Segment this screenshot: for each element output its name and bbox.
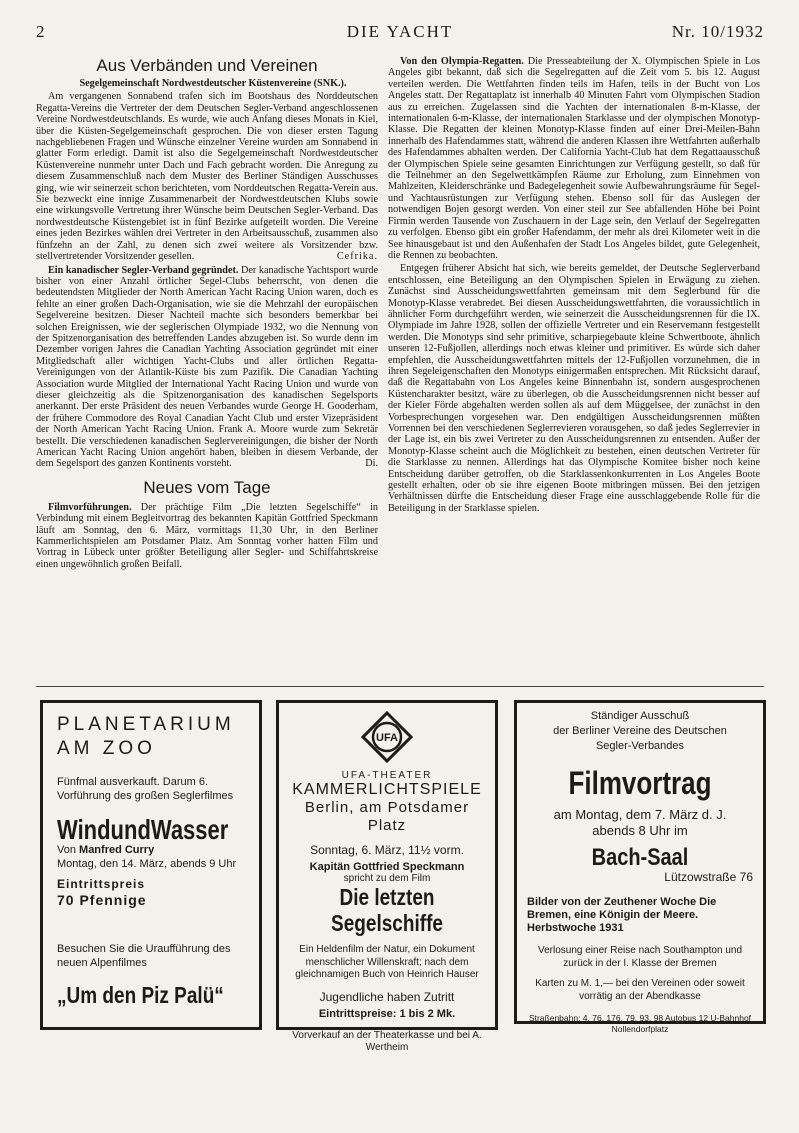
film-lead: Filmvorführungen. xyxy=(48,501,132,513)
ad1-film2: „Um den Piz Palü“ xyxy=(57,983,224,1009)
ad2-location: Berlin, am Potsdamer Platz xyxy=(304,799,470,834)
snk-subheading: Segelgemeinschaft Nordwestdeutscher Küstenvereine (SNK.). xyxy=(79,78,347,89)
ad3-address: Lützowstraße 76 xyxy=(664,870,753,884)
ad1-entry: Eintrittspreis xyxy=(57,877,146,891)
ad2-speaks: spricht zu dem Film xyxy=(343,873,431,884)
ad3-transport: Straßenbahn: 4, 76, 176, 79, 93, 98 Autobus 12 U-Bahnhof Nollendorfplatz xyxy=(528,1013,752,1034)
section-title-associations: Aus Verbänden und Vereinen xyxy=(96,56,318,75)
canada-subheading: Ein kanadischer Segler-Verband gegründet. xyxy=(48,264,239,276)
ad2-date: Sonntag, 6. März, 11½ vorm. xyxy=(310,843,464,857)
ad3-header-3: Segler-Verbandes xyxy=(595,740,685,752)
ad1-visit: Besuchen Sie die Uraufführung des neuen Alpenfilmes xyxy=(57,943,231,969)
ad2-presale: Vorverkauf an der Theaterkasse und bei A. Wertheim xyxy=(292,1029,482,1053)
ad3-date: am Montag, dem 7. März d. J. xyxy=(553,807,727,822)
page-number: 2 xyxy=(36,22,46,41)
ad2-speaker: Kapitän Gottfried Speckmann xyxy=(309,861,465,873)
ad1-title-1: PLANETARIUM xyxy=(57,714,235,735)
ad3-tickets: Karten zu M. 1,— bei den Vereinen oder soweit vorrätig an der Abendkasse xyxy=(535,978,745,1002)
page-header xyxy=(36,22,764,44)
ad1-date: Montag, den 14. März, abends 9 Uhr xyxy=(57,858,237,870)
ufa-ad xyxy=(276,700,498,1053)
olympia-lead: Von den Olympia-Regatten. xyxy=(400,56,524,67)
section-title-news: Neues vom Tage xyxy=(143,477,271,497)
ad1-intro: Fünfmal ausverkauft. Darum 6. Vorführung des großen Seglerfilmes xyxy=(57,776,234,802)
ad1-price: 70 Pfennige xyxy=(57,892,147,908)
magazine-title: DIE YACHT xyxy=(346,22,454,41)
ad1-title-2: AM ZOO xyxy=(57,738,156,759)
snk-signature: Cefrika. xyxy=(336,251,378,263)
right-column xyxy=(388,56,760,514)
ad2-film-title: Die letzten Segelschiffe xyxy=(331,885,443,938)
ad1-film-title: WindundWasser xyxy=(57,813,229,845)
planetarium-ad xyxy=(40,700,262,1030)
left-column xyxy=(36,56,378,570)
divider-rule xyxy=(36,686,764,687)
olympia-paragraph: Von den Olympia-Regatten. Die Presseabteilung der X. Olympischen Spiele in Los Angeles gibt bekannt, daß sich die Segelregatten auf die Zeit vom 5. bis 12. August verteilen werden. Die Wettfahrten finden teils im Hafen, teils in der Bucht von Los Angeles statt. Der Regattaplatz ist innerhalb 40 Minuten Fahrt vom Olympischen Stadion aus zu erreichen. Zugelassen sind die Yachten der internationalen 8-m-Klasse, der internationalen 6-m-Klasse, der internationalen Starklasse und der olympischen Monotyp-Klasse. Die Regatten der kleinen Monotyp-Klasse finden auf einer Drei-Meilen-Bahn innerhalb des Hafendammes statt, während die anderen Klassen ihre Wettfahrten außerhalb des Hafendammes abhalten werden. Der California Yacht-Club hat dem Regattaausschuß der Olympischen Spiele seine gesamten Einrichtungen zur Verfügung gestellt, so daß für die Teilnehmer an den Segelwettkämpfen Räume zur Erholung, zum Einnehmen von Mahlzeiten, Kleiderschränke und Badegelegenheit sowie Aufbewahrungsräume für Segel- und Yachtausrüstungen zur Verfügung stehen. Ebenso soll für das Auslegen der notwendigen Bojen gesorgt werden. Von einer steil zur See abfallenden Höhe bei Point Firmin werden Tausende von Zuschauern in der Lage sein, den Verlauf der Segelregatten zu verfolgen. Ebenso gibt ein großer Hafendamm, der mehr als drei Kilometer weit in die See hinausgebaut ist und den Außenhafen der Stadt Los Angeles bildet, gute Gelegenheit, die Rennen zu beobachten. xyxy=(388,56,761,261)
issue-number: Nr. 10/1932 xyxy=(671,22,764,41)
ad3-time: abends 8 Uhr im xyxy=(592,823,688,838)
ad3-raffle: Verlosung einer Reise nach Southampton und zurück in der I. Klasse der Bremen xyxy=(537,945,743,969)
ufa-logo-icon xyxy=(361,711,413,763)
canada-paragraph: Ein kanadischer Segler-Verband gegründet. Der kanadische Yachtsport wurde bisher von einer Anzahl örtlicher Segel-Clubs beherrscht, von denen die bedeutendsten Mitglieder der North American Yacht Racing Union waren, doch es fehlte an einer großen Dach-Organisation, wie sie die Mehrzahl der europäischen Segelvereine besitzen. Dieser Nachteil machte sich besonders bemerkbar bei solchen Ereignissen, wie der seglerischen Olympiade 1932, wo die Nennung von der Spitzenorganisation des betreffenden Landes abzugeben ist. So wurde denn im Dezember vorigen Jahres die Canadian Yachting Association gegründet mit einer Mitgliedschaft aller wichtigen Yacht-Clubs und aller örtlichen Regatta-Vereinigungen von der Atlantik-Küste bis zum Pazifik. Die Canadian Yachting Association wurde Mitglied der International Yacht Racing Union und wurde von dieser gleichzeitig als die Spitzenorganisation des kanadischen Segelsports anerkannt. Der erste Präsident des neuen Verbandes wurde George H. Gooderham, der frühere Commodore des Royal Canadian Yacht Club und erster Vizepräsident der North American Yacht Racing Union. Frank A. Moore wurde zum Sekretär bestellt. Die verschiedenen kanadischen Seglervereinigungen, die bisher der North American Yacht Racing Union angehört haben, bleiben in diesem Verbande, der dem Segelsport des ganzen Kontinents vorsteht. Di. xyxy=(36,264,379,470)
olympia-paragraph-2: Entgegen früherer Absicht hat sich, wie bereits gemeldet, der Deutsche Seglerverband entschlossen, eine Beteiligung an den Olympischen Spielen in Erwägung zu ziehen. Zunächst sind Ausscheidungswettfahrten gemeinsam mit dem Seglerbund für die Monotyp-Klasse verabredet. Bei diesen Ausscheidungswettfahrten, die voraussichtlich in ähnlicher Form durchgeführt werden, wie seinerzeit die Ausscheidungsrennen für die IX. Olympiade im Jahre 1928, sollen der offizielle Vertreter und ein Reservemann festgestellt werden. Die Monotyps sind sehr primitive, scharpiegebaute kleine Schwertboote, ähnlich unseren 12-Fußjollen, allerdings noch etwas kleiner und primitiver. Es würde sich daher empfehlen, die Ausscheidungswettfahrten mittels der 12-Fußjollen vorzunehmen, die in ihren Segeleigenschaften den Monotyps einigermaßen entsprechen. Mit Rücksicht darauf, daß die Regattabahn von Los Angeles keine Binnenbahn ist, sondern ausgesprochenen Küstencharakter besitzt, wäre zu überlegen, ob die Ausscheidungsrennen nicht besser auf der Kieler Förde abgehalten werden sollen als auf dem Müggelsee, der zunächst in den Vorbesprechungen vorgesehen war. Den endgültigen Ausscheidungsrennen müßten Vorrennen bei den verschiedenen Seglerrevieren vorausgehen, so daß jedes Seglerrevier in der Lage ist, ein bis zwei Vertreter zu den Ausscheidungsrennen zu entsenden. Außer der Monotyp-Klasse scheint auch die Möglichkeit zu bestehen, einen deutschen Vertreter für die Starklasse zu nennen. Allerdings hat das Olympische Komitee bisher noch keine Entscheidung darüber getroffen, ob die Starklassenkonkurrenten in Los Angeles Boote gestellt erhalten, oder ob sie ihre eigenen Boote mitbringen müssen. Bei den jetzigen Verhältnissen dürfte die Entscheidung dieser Frage eine ausschlaggebende Rolle für die Beteiligung in der Starklasse spielen. xyxy=(388,263,760,514)
snk-paragraph: Am vergangenen Sonnabend trafen sich im Bootshaus des Norddeutschen Regatta-Vereins die Vertreter der dem Deutschen Segler-Verband angeschlossenen Vereine Nordwestdeutschlands. Es wurde, wie auch Anfang dieses Monats in Kiel, über die Küsten-Segelgemeinschaft gesprochen. Die von dieser ersten Tagung nachgebliebenen Fragen und Wünsche einzelner Vereine wurden am Sonnabend in glatter Form erledigt. Damit ist also die Segelgemeinschaft Nordwestdeutscher Küstenvereine nunmehr unter Dach und Fach gebracht worden. Die Anregung zu diesem Zusammenschluß nach dem Muster des Berliner Ständigen Ausschusses ging, wie wir seinerzeit schon berichteten, vom Norddeutschen Regatta-Verein aus. Sie bezweckt eine innige Zusammenarbeit der Nordwestdeutschen Klubs sowie eine wirkungsvolle Vertretung ihrer Wünsche beim Deutschen Segler-Verband. Das nordwestdeutsche Küstengebiet ist in fünf Bezirke aufgeteilt worden. Die Vereine eines jeden Bezirkes wählen drei Vertreter in den Arbeitsausschuß, zusammen also fünfzehn an der Zahl, zu denen sich zwei weitere als Vorsitzender bzw. stellvertretender Vorsitzender gesellen. Cefrika. xyxy=(36,91,378,263)
canada-signature: Di. xyxy=(365,458,378,470)
ad1-author: Von Manfred Curry xyxy=(57,844,155,856)
ad2-youth: Jugendliche haben Zutritt xyxy=(319,989,455,1004)
svg-text:UFA: UFA xyxy=(376,732,398,744)
ad3-header-1: Ständiger Ausschuß xyxy=(590,710,690,722)
film-paragraph: Filmvorführungen. Der prächtige Film „Die letzten Segelschiffe“ in Verbindung mit einem Begleitvortrag des bekannten Kapitän Gottfried Speckmann läuft am Sonntag, den 6. März, vormittags 11,30 Uhr, in den Berliner Kammerlichtspielen am Potsdamer Platz. Am Sonntag vorher hatten Film und Vortrag in Lübeck unter größter Beteiligung aller Segler- und Schiffahrtskreise einen ungewöhnlich großen Beifall. xyxy=(36,501,378,570)
ad3-program: Bilder von der Zeuthener Woche Die Bremen, eine Königin der Meere. Herbstwoche 1931 xyxy=(527,896,717,934)
ad3-header-2: der Berliner Vereine des Deutschen xyxy=(553,725,727,737)
bachsaal-ad xyxy=(514,700,766,1034)
ad2-cinema: KAMMERLICHTSPIELE xyxy=(292,781,482,798)
ad2-description: Ein Heldenfilm der Natur, ein Dokument menschlicher Willenskraft; nach dem gleichnamigen Buch von Heinrich Hauser xyxy=(295,944,479,980)
ad2-prices: Eintrittspreise: 1 bis 2 Mk. xyxy=(318,1007,456,1020)
ad3-hall: Bach-Saal xyxy=(591,844,689,872)
ad2-theater: UFA-THEATER xyxy=(341,770,433,781)
ad3-title: Filmvortrag xyxy=(568,764,712,802)
